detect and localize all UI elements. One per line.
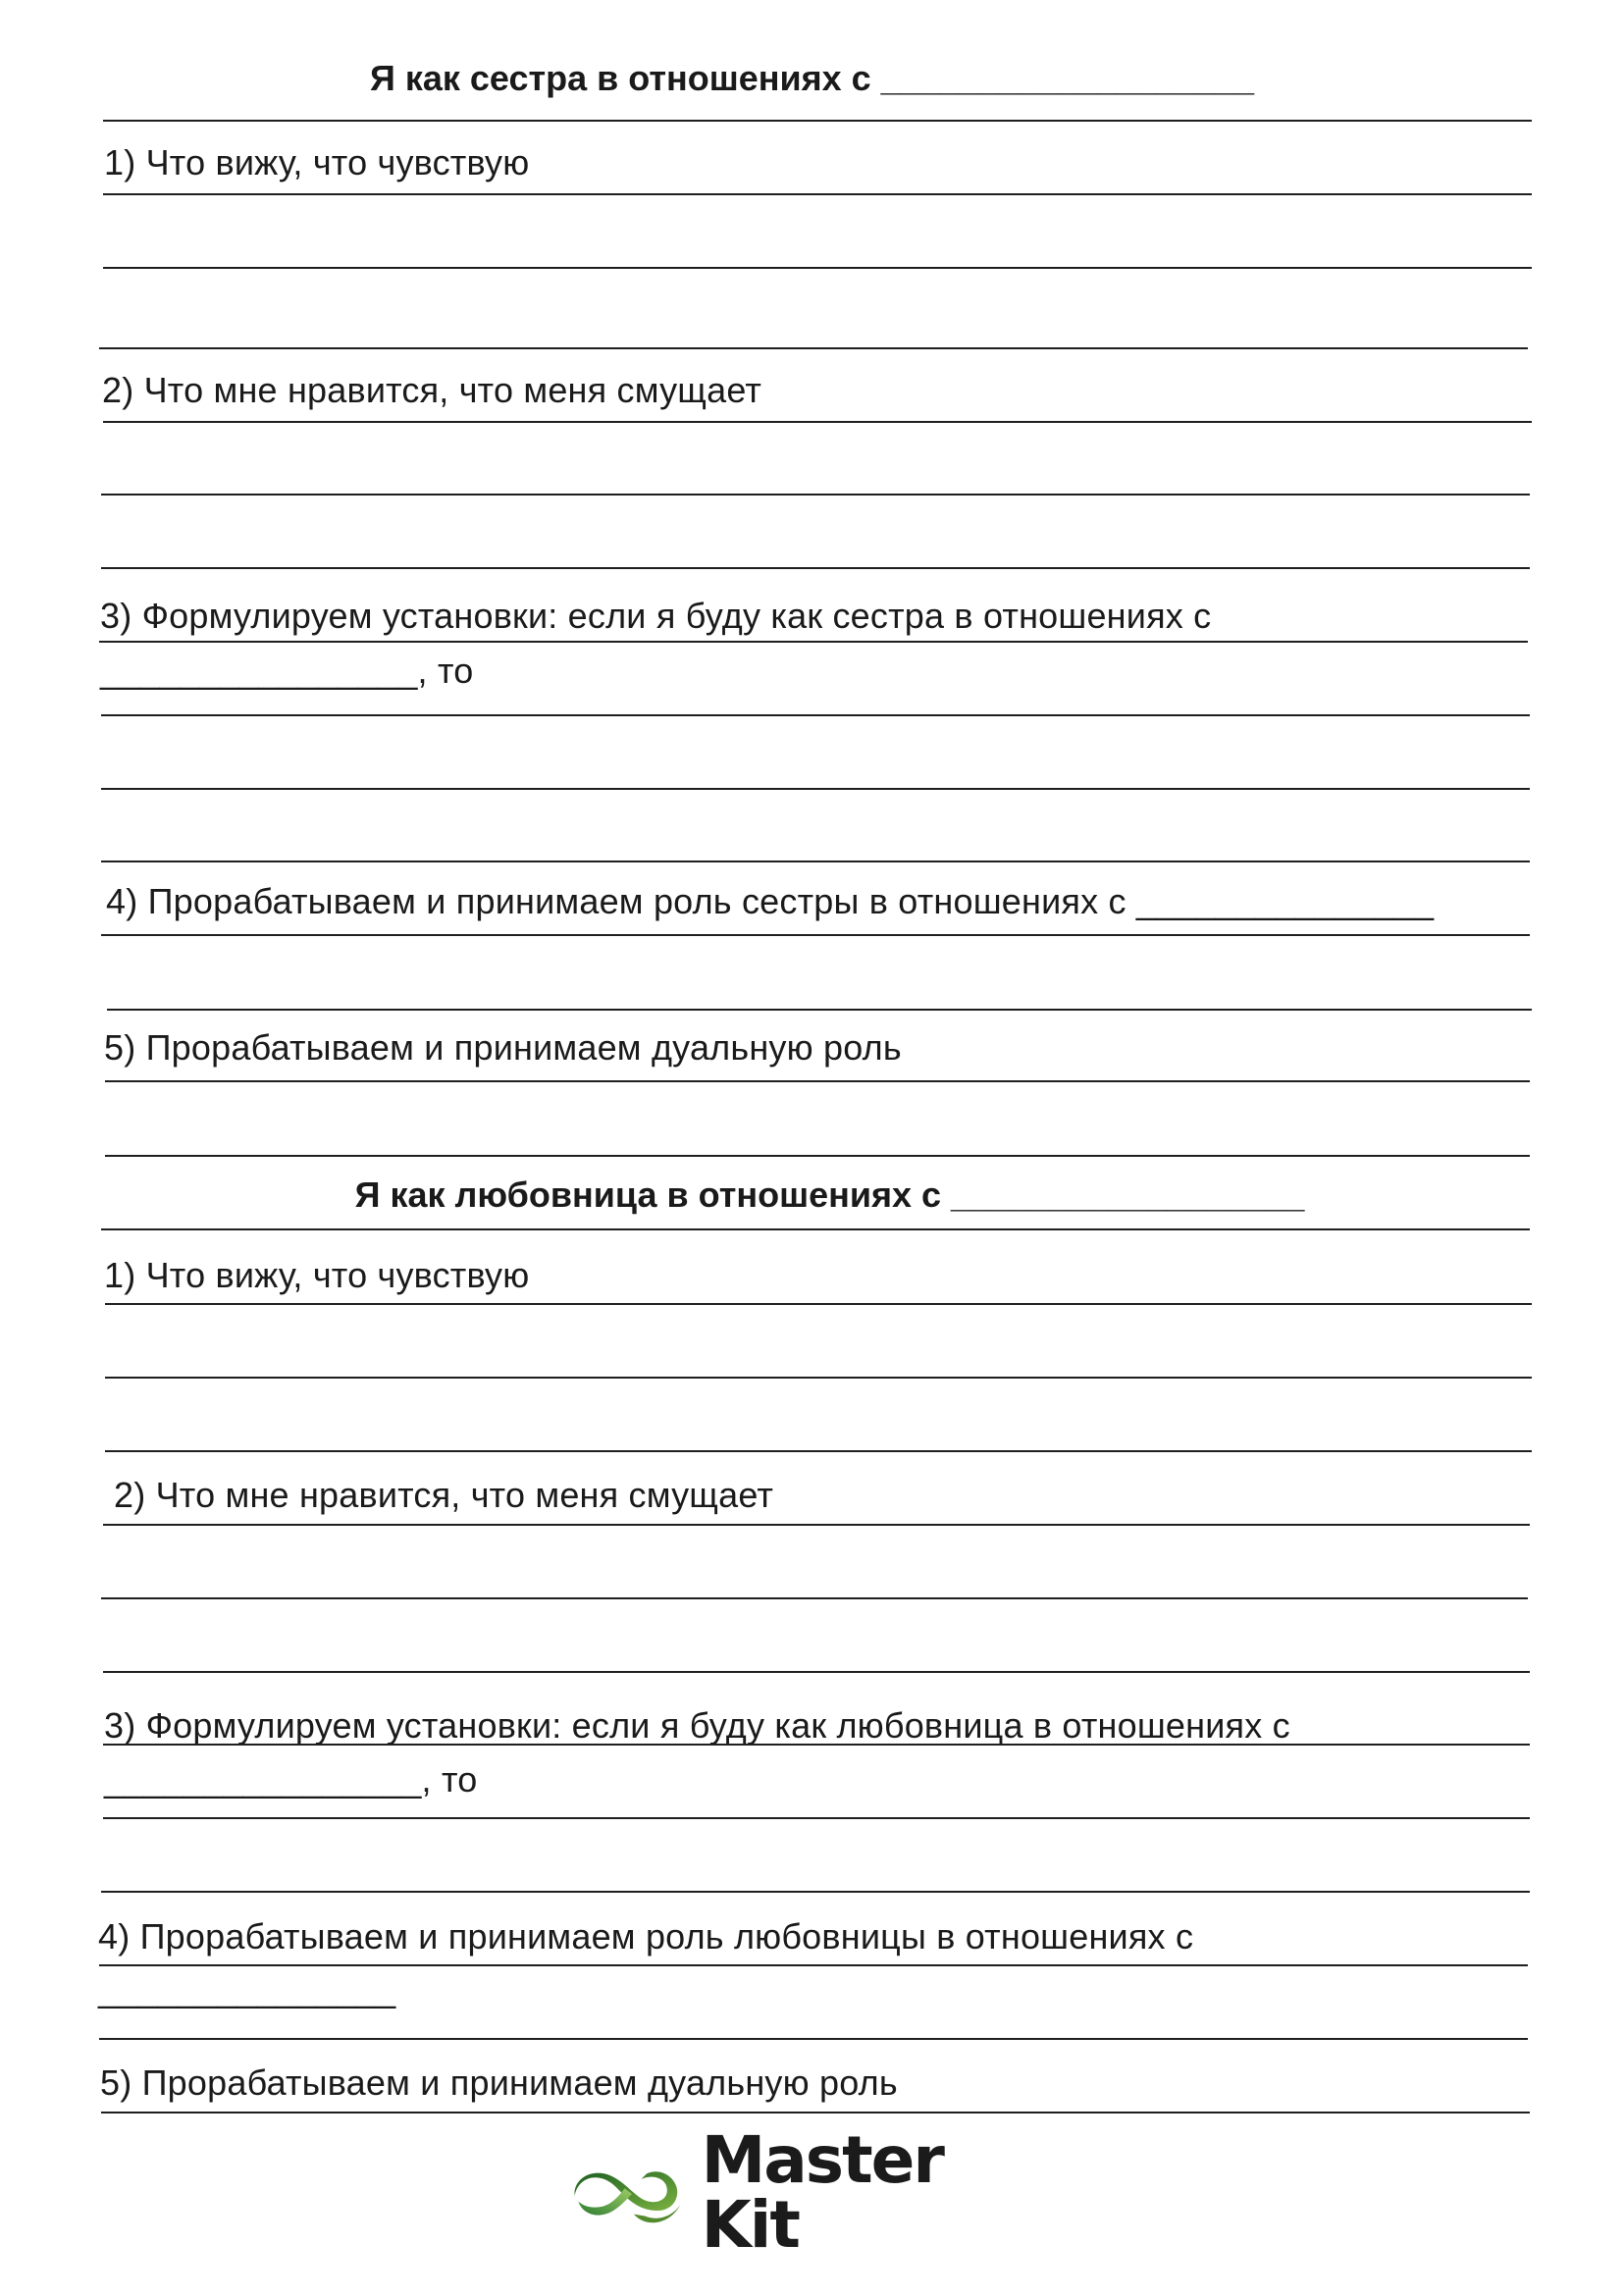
infinity-logo-icon: [569, 2153, 688, 2233]
rule-line[interactable]: [101, 1891, 1530, 1893]
rule-line[interactable]: [101, 861, 1530, 862]
section2-heading: Я как любовница в отношениях с __________________: [354, 1174, 1305, 1215]
rule-line[interactable]: [101, 2112, 1530, 2113]
rule-line: [101, 1228, 1530, 1230]
rule-line[interactable]: [99, 641, 1528, 643]
rule-line[interactable]: [103, 1524, 1530, 1526]
rule-line[interactable]: [103, 1744, 1530, 1746]
rule-line[interactable]: [103, 193, 1532, 195]
rule-line[interactable]: [103, 1671, 1530, 1673]
rule-line[interactable]: [101, 567, 1530, 569]
rule-line[interactable]: [105, 1303, 1532, 1305]
rule-line[interactable]: [99, 1964, 1528, 1966]
rule-line[interactable]: [103, 267, 1532, 269]
section1-q4: 4) Прорабатываем и принимаем роль сестры в отношениях с _______________: [106, 881, 1435, 921]
section2-q2: 2) Что мне нравится, что меня смущает: [114, 1475, 774, 1515]
section2-q1: 1) Что вижу, что чувствую: [104, 1255, 530, 1295]
section2-q4-blank: _______________: [98, 1969, 396, 2009]
section1-q3: 3) Формулируем установки: если я буду как сестра в отношениях с: [100, 596, 1212, 636]
rule-line[interactable]: [99, 347, 1528, 349]
rule-line[interactable]: [99, 2038, 1528, 2040]
rule-line[interactable]: [103, 1817, 1530, 1819]
section1-q1: 1) Что вижу, что чувствую: [104, 142, 530, 183]
section2-q5: 5) Прорабатываем и принимаем дуальную роль: [100, 2062, 898, 2103]
section1-q2: 2) Что мне нравится, что меня смущает: [102, 370, 762, 410]
rule-line: [103, 120, 1532, 122]
section2-q4: 4) Прорабатываем и принимаем роль любовницы в отношениях с: [98, 1916, 1194, 1957]
brand-name: Master Kit: [701, 2122, 943, 2263]
rule-line[interactable]: [101, 494, 1530, 496]
section2-q3: 3) Формулируем установки: если я буду как любовница в отношениях с: [104, 1705, 1290, 1746]
section1-heading: Я как сестра в отношениях с ___________________: [369, 58, 1255, 98]
rule-line[interactable]: [101, 788, 1530, 790]
rule-line[interactable]: [101, 934, 1530, 936]
rule-line[interactable]: [105, 1080, 1530, 1082]
section2-q3-blank: ________________, то: [104, 1759, 478, 1800]
master-kit-logo: [569, 2122, 1040, 2263]
rule-line[interactable]: [101, 1597, 1528, 1599]
rule-line[interactable]: [105, 1155, 1530, 1157]
rule-line[interactable]: [103, 421, 1532, 423]
section1-q5: 5) Прорабатываем и принимаем дуальную роль: [104, 1027, 902, 1068]
section1-q3-blank: ________________, то: [100, 651, 474, 691]
rule-line[interactable]: [105, 1450, 1532, 1452]
rule-line[interactable]: [107, 1009, 1532, 1011]
rule-line[interactable]: [105, 1377, 1532, 1379]
rule-line[interactable]: [101, 714, 1530, 716]
